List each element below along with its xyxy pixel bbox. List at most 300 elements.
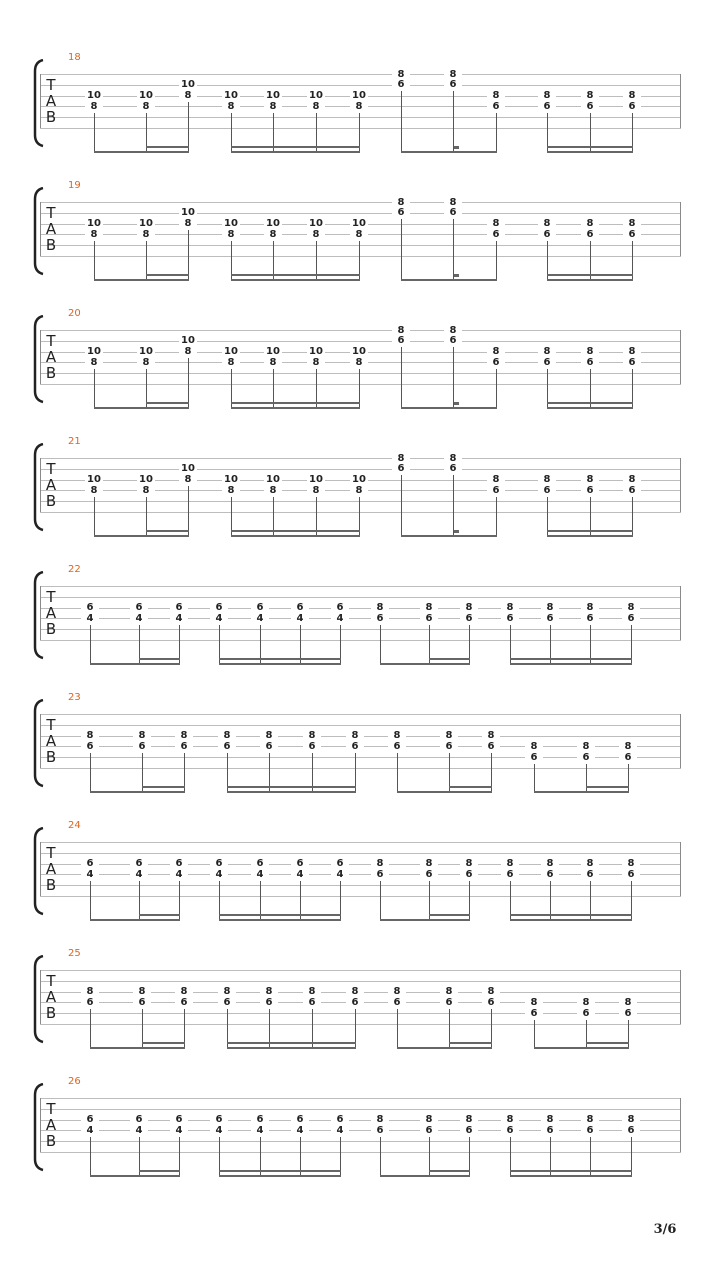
tab-system (0, 180, 720, 312)
beam-secondary (510, 914, 632, 916)
barline-start (40, 458, 41, 512)
fret-number: 10 (179, 79, 197, 90)
tab-clef-letter: B (45, 1132, 57, 1150)
beam-primary (94, 151, 189, 153)
fret-number: 6 (541, 1125, 559, 1136)
beam-secondary (227, 1042, 356, 1044)
fret-number: 8 (538, 346, 556, 357)
beam-primary (90, 791, 185, 793)
fret-number: 8 (440, 986, 458, 997)
note-stem (453, 475, 454, 537)
note-stem (586, 1020, 587, 1049)
fret-number: 6 (371, 1125, 389, 1136)
fret-number: 8 (218, 730, 236, 741)
note-stem (380, 625, 381, 665)
beam-primary (534, 791, 629, 793)
fret-number: 8 (179, 218, 197, 229)
fret-number: 6 (622, 613, 640, 624)
fret-number: 8 (581, 218, 599, 229)
beam-secondary (547, 530, 633, 532)
fret-number: 8 (623, 346, 641, 357)
fret-number: 6 (460, 1125, 478, 1136)
tab-clef-letter: T (46, 972, 56, 990)
beam-secondary (586, 1042, 629, 1044)
fret-number: 6 (622, 869, 640, 880)
fret-number: 8 (420, 1114, 438, 1125)
fret-number: 10 (222, 218, 240, 229)
tab-clef-letter: T (46, 716, 56, 734)
staff-line (40, 1152, 681, 1153)
fret-number: 10 (137, 218, 155, 229)
fret-number: 4 (130, 613, 148, 624)
fret-number: 6 (81, 602, 99, 613)
fret-number: 8 (581, 858, 599, 869)
fret-number: 4 (81, 1125, 99, 1136)
tab-clef-letter: T (46, 76, 56, 94)
beam-secondary (146, 274, 189, 276)
fret-number: 6 (388, 741, 406, 752)
fret-number: 8 (538, 474, 556, 485)
barline-end (680, 970, 681, 1024)
fret-number: 4 (170, 869, 188, 880)
fret-number: 6 (581, 357, 599, 368)
note-stem (401, 219, 402, 281)
beam-primary (227, 1047, 356, 1049)
fret-number: 4 (331, 869, 349, 880)
fret-number: 8 (460, 1114, 478, 1125)
fret-number: 6 (440, 997, 458, 1008)
fret-number: 8 (222, 485, 240, 496)
beam-primary (547, 407, 633, 409)
note-stem (401, 91, 402, 153)
fret-number: 6 (623, 357, 641, 368)
fret-number: 10 (179, 335, 197, 346)
tab-system (0, 308, 720, 440)
staff-line (40, 597, 681, 598)
fret-number: 8 (307, 229, 325, 240)
beam-primary (380, 919, 470, 921)
measure-number: 25 (68, 948, 81, 959)
fret-number: 8 (303, 986, 321, 997)
note-stem (401, 347, 402, 409)
beam-secondary (146, 402, 189, 404)
fret-number: 8 (581, 90, 599, 101)
beam-primary (534, 1047, 629, 1049)
fret-number: 10 (264, 218, 282, 229)
fret-number: 8 (444, 197, 462, 208)
fret-number: 8 (623, 90, 641, 101)
fret-number: 8 (222, 101, 240, 112)
fret-number: 10 (350, 218, 368, 229)
tab-system (0, 692, 720, 824)
fret-number: 4 (291, 869, 309, 880)
tab-clef-letter: T (46, 1100, 56, 1118)
beam-secondary (449, 1042, 492, 1044)
fret-number: 10 (307, 346, 325, 357)
page-number: 3/6 (653, 1222, 677, 1237)
barline-start (40, 714, 41, 768)
fret-number: 8 (81, 730, 99, 741)
staff-line (40, 74, 681, 75)
fret-number: 8 (501, 602, 519, 613)
fret-number: 6 (251, 1114, 269, 1125)
fret-number: 8 (179, 474, 197, 485)
fret-number: 8 (81, 986, 99, 997)
barline-start (40, 330, 41, 384)
fret-number: 4 (210, 613, 228, 624)
staff-line (40, 1109, 681, 1110)
barline-end (680, 202, 681, 256)
fret-number: 8 (350, 229, 368, 240)
beam-primary (401, 279, 497, 281)
tab-clef-letter: A (45, 988, 57, 1006)
fret-number: 6 (440, 741, 458, 752)
fret-number: 10 (85, 90, 103, 101)
fret-number: 8 (350, 485, 368, 496)
fret-number: 4 (170, 613, 188, 624)
fret-number: 8 (264, 229, 282, 240)
staff-line (40, 768, 681, 769)
measure-number: 19 (68, 180, 81, 191)
note-stem (380, 1137, 381, 1177)
tab-clef-letter: A (45, 604, 57, 622)
beam-primary (90, 919, 180, 921)
staff-line (40, 725, 681, 726)
beam-primary (547, 535, 633, 537)
fret-number: 4 (210, 1125, 228, 1136)
beam-primary (219, 663, 341, 665)
fret-number: 8 (371, 602, 389, 613)
beam-secondary (429, 914, 470, 916)
fret-number: 10 (85, 474, 103, 485)
note-stem (401, 475, 402, 537)
fret-number: 6 (487, 101, 505, 112)
fret-number: 8 (307, 485, 325, 496)
staff-line (40, 341, 681, 342)
beam-secondary (429, 1170, 470, 1172)
fret-number: 6 (623, 229, 641, 240)
fret-number: 8 (487, 90, 505, 101)
measure-number: 24 (68, 820, 81, 831)
fret-number: 10 (222, 90, 240, 101)
fret-number: 6 (623, 485, 641, 496)
fret-number: 6 (81, 997, 99, 1008)
fret-number: 6 (210, 1114, 228, 1125)
fret-number: 8 (371, 1114, 389, 1125)
barline-end (680, 74, 681, 128)
fret-number: 10 (179, 463, 197, 474)
measure-number: 18 (68, 52, 81, 63)
barline-end (680, 586, 681, 640)
fret-number: 6 (420, 869, 438, 880)
beam-primary (90, 1175, 180, 1177)
fret-number: 6 (81, 1114, 99, 1125)
fret-number: 8 (346, 986, 364, 997)
staff-line (40, 1098, 681, 1099)
beam-primary (94, 407, 189, 409)
fret-number: 6 (538, 229, 556, 240)
staff-line (40, 512, 681, 513)
fret-number: 8 (581, 602, 599, 613)
beam-primary (90, 1047, 185, 1049)
beam-primary (231, 535, 360, 537)
staff-line (40, 213, 681, 214)
tab-system (0, 436, 720, 568)
fret-number: 6 (331, 602, 349, 613)
fret-number: 6 (210, 602, 228, 613)
fret-number: 6 (538, 485, 556, 496)
fret-number: 8 (392, 453, 410, 464)
tab-clef-letter: B (45, 236, 57, 254)
fret-number: 8 (85, 485, 103, 496)
barline-start (40, 202, 41, 256)
fret-number: 8 (260, 730, 278, 741)
staff-line (40, 853, 681, 854)
beam-secondary (547, 274, 633, 276)
tab-clef-letter: A (45, 860, 57, 878)
tab-clef-letter: B (45, 748, 57, 766)
staff-line (40, 330, 681, 331)
fret-number: 10 (350, 346, 368, 357)
fret-number: 8 (350, 357, 368, 368)
barline-end (680, 330, 681, 384)
fret-number: 8 (222, 229, 240, 240)
staff-line (40, 373, 681, 374)
fret-number: 6 (346, 997, 364, 1008)
fret-number: 8 (541, 1114, 559, 1125)
fret-number: 8 (346, 730, 364, 741)
fret-number: 6 (482, 741, 500, 752)
fret-number: 8 (541, 858, 559, 869)
fret-number: 8 (487, 346, 505, 357)
beam-secondary (227, 786, 356, 788)
fret-number: 6 (460, 869, 478, 880)
fret-number: 4 (251, 613, 269, 624)
fret-number: 6 (260, 741, 278, 752)
fret-number: 6 (541, 869, 559, 880)
beam-primary (380, 1175, 470, 1177)
tab-clef-letter: T (46, 332, 56, 350)
beam-secondary (142, 1042, 185, 1044)
fret-number: 8 (482, 986, 500, 997)
staff-line (40, 117, 681, 118)
tab-clef-letter: T (46, 844, 56, 862)
fret-number: 10 (137, 90, 155, 101)
fret-number: 6 (133, 997, 151, 1008)
fret-number: 6 (371, 869, 389, 880)
barline-end (680, 842, 681, 896)
fret-number: 6 (346, 741, 364, 752)
fret-number: 6 (251, 602, 269, 613)
fret-number: 8 (137, 485, 155, 496)
staff-line (40, 128, 681, 129)
barline-end (680, 1098, 681, 1152)
beam-secondary (429, 658, 470, 660)
fret-number: 8 (218, 986, 236, 997)
fret-number: 8 (440, 730, 458, 741)
fret-number: 8 (303, 730, 321, 741)
staff-line (40, 1024, 681, 1025)
staff-line (40, 885, 681, 886)
fret-number: 8 (137, 101, 155, 112)
fret-number: 8 (541, 602, 559, 613)
beam-secondary (219, 658, 341, 660)
fret-number: 10 (85, 346, 103, 357)
staff-line (40, 970, 681, 971)
fret-number: 8 (307, 101, 325, 112)
fret-number: 8 (538, 90, 556, 101)
staff-line (40, 469, 681, 470)
fret-number: 6 (444, 79, 462, 90)
fret-number: 8 (577, 741, 595, 752)
fret-number: 8 (264, 485, 282, 496)
beam-secondary (231, 146, 360, 148)
partial-beam (454, 146, 459, 149)
beam-primary (227, 791, 356, 793)
beam-primary (510, 1175, 632, 1177)
fret-number: 8 (175, 730, 193, 741)
note-stem (586, 764, 587, 793)
beam-primary (547, 151, 633, 153)
tab-clef-letter: B (45, 108, 57, 126)
note-stem (397, 1009, 398, 1049)
beam-primary (219, 1175, 341, 1177)
fret-number: 6 (291, 1114, 309, 1125)
beam-secondary (139, 1170, 180, 1172)
fret-number: 8 (487, 474, 505, 485)
fret-number: 8 (133, 986, 151, 997)
fret-number: 8 (501, 858, 519, 869)
fret-number: 6 (260, 997, 278, 1008)
fret-number: 8 (525, 741, 543, 752)
fret-number: 4 (130, 869, 148, 880)
fret-number: 4 (331, 613, 349, 624)
fret-number: 10 (264, 346, 282, 357)
fret-number: 6 (175, 741, 193, 752)
beam-primary (231, 407, 360, 409)
fret-number: 8 (388, 730, 406, 741)
fret-number: 10 (350, 90, 368, 101)
beam-primary (231, 279, 360, 281)
fret-number: 6 (371, 613, 389, 624)
fret-number: 6 (392, 79, 410, 90)
tab-clef-letter: B (45, 620, 57, 638)
note-stem (90, 625, 91, 665)
beam-secondary (510, 1170, 632, 1172)
fret-number: 6 (130, 858, 148, 869)
note-stem (94, 113, 95, 153)
beam-primary (380, 663, 470, 665)
fret-number: 6 (170, 1114, 188, 1125)
barline-end (680, 714, 681, 768)
fret-number: 6 (218, 997, 236, 1008)
fret-number: 4 (331, 1125, 349, 1136)
fret-number: 10 (307, 90, 325, 101)
fret-number: 6 (420, 1125, 438, 1136)
measure-number: 21 (68, 436, 81, 447)
fret-number: 6 (444, 463, 462, 474)
fret-number: 6 (487, 357, 505, 368)
beam-primary (94, 535, 189, 537)
staff-line (40, 85, 681, 86)
beam-primary (401, 407, 497, 409)
tab-clef-letter: T (46, 460, 56, 478)
fret-number: 6 (444, 207, 462, 218)
note-stem (496, 241, 497, 281)
tab-system (0, 52, 720, 184)
beam-primary (397, 791, 492, 793)
beam-secondary (449, 786, 492, 788)
fret-number: 6 (541, 613, 559, 624)
fret-number: 8 (420, 858, 438, 869)
tab-clef-letter: A (45, 732, 57, 750)
note-stem (90, 753, 91, 793)
note-stem (453, 91, 454, 153)
staff-line (40, 586, 681, 587)
fret-number: 8 (133, 730, 151, 741)
staff-line (40, 245, 681, 246)
fret-number: 6 (392, 463, 410, 474)
tab-clef-letter: T (46, 588, 56, 606)
fret-number: 8 (460, 602, 478, 613)
fret-number: 8 (525, 997, 543, 1008)
barline-start (40, 1098, 41, 1152)
measure-number: 20 (68, 308, 81, 319)
barline-start (40, 586, 41, 640)
fret-number: 8 (420, 602, 438, 613)
fret-number: 6 (303, 741, 321, 752)
fret-number: 6 (619, 1008, 637, 1019)
measure-number: 23 (68, 692, 81, 703)
fret-number: 6 (81, 741, 99, 752)
fret-number: 6 (331, 1114, 349, 1125)
fret-number: 4 (81, 613, 99, 624)
note-stem (90, 881, 91, 921)
staff-line (40, 629, 681, 630)
fret-number: 8 (392, 325, 410, 336)
fret-number: 8 (175, 986, 193, 997)
beam-primary (547, 279, 633, 281)
note-stem (90, 1137, 91, 1177)
fret-number: 6 (331, 858, 349, 869)
fret-number: 10 (307, 218, 325, 229)
staff-line (40, 714, 681, 715)
staff-line (40, 640, 681, 641)
beam-secondary (231, 274, 360, 276)
fret-number: 6 (487, 485, 505, 496)
tab-system (0, 948, 720, 1080)
fret-number: 8 (619, 997, 637, 1008)
barline-start (40, 74, 41, 128)
fret-number: 6 (130, 602, 148, 613)
barline-start (40, 842, 41, 896)
note-stem (397, 753, 398, 793)
fret-number: 6 (501, 1125, 519, 1136)
note-stem (534, 764, 535, 793)
note-stem (628, 764, 629, 793)
fret-number: 6 (444, 335, 462, 346)
fret-number: 6 (218, 741, 236, 752)
fret-number: 8 (482, 730, 500, 741)
fret-number: 6 (392, 335, 410, 346)
measure-number: 22 (68, 564, 81, 575)
fret-number: 8 (622, 858, 640, 869)
fret-number: 6 (133, 741, 151, 752)
note-stem (94, 241, 95, 281)
tab-clef-letter: T (46, 204, 56, 222)
partial-beam (454, 402, 459, 405)
beam-secondary (547, 402, 633, 404)
